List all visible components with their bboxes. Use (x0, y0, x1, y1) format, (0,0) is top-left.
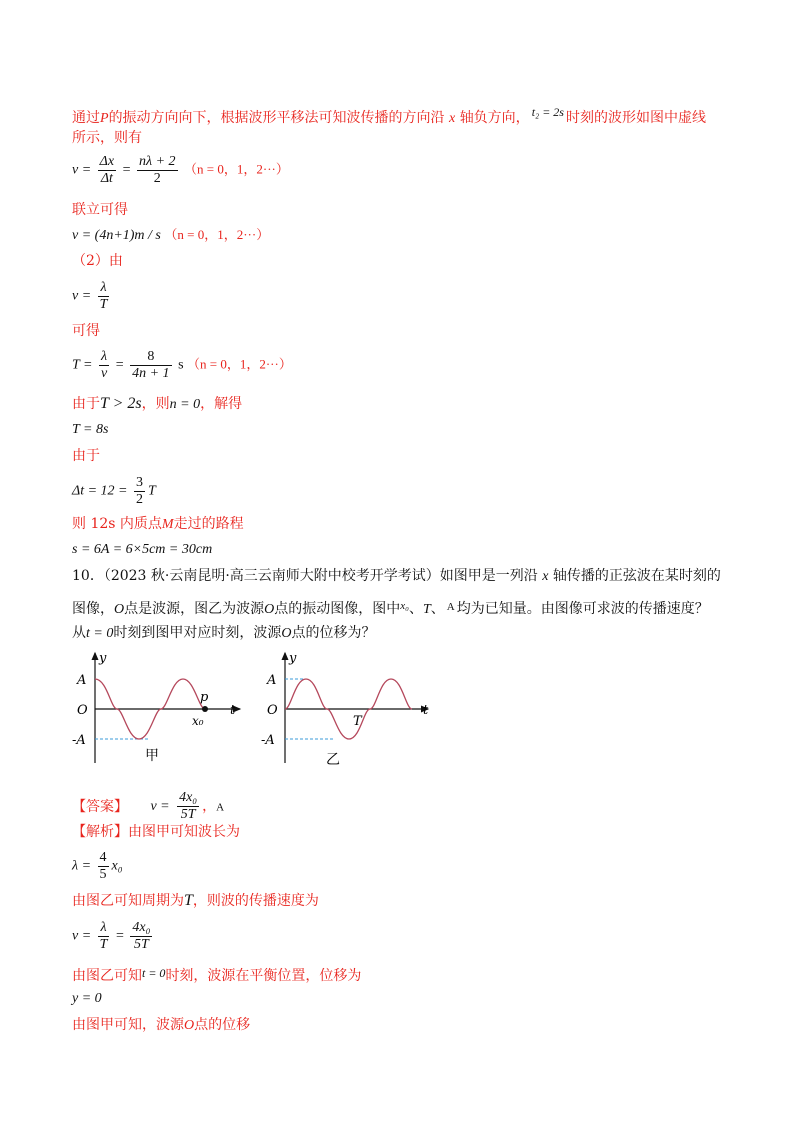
symbol-O: O (281, 626, 292, 641)
question-10-line-3 (72, 624, 375, 643)
eq-lhs: v = (72, 162, 92, 178)
symbol: n = 0 (169, 397, 201, 412)
label-y: y (289, 651, 297, 666)
equation-3 (72, 280, 112, 313)
text: 点的位移 (194, 1017, 251, 1033)
num: 4 (99, 850, 107, 865)
num: 4x₀ (179, 790, 198, 805)
symbol-x0: x₀ (400, 600, 409, 612)
separator: ， (202, 798, 217, 815)
label-negA: -A (261, 733, 275, 748)
caption-jia: 甲 (145, 748, 159, 764)
fraction (137, 154, 178, 187)
equation-8 (72, 850, 123, 883)
condition: （n = 0，1，2···） (187, 356, 292, 372)
symbol-T: T (422, 602, 431, 617)
answer-label: 【答案】 (72, 798, 128, 815)
num: 3 (136, 475, 144, 490)
symbol-A: A (446, 601, 455, 613)
den: Δt (100, 171, 113, 186)
text: ，解得 (200, 396, 243, 412)
text: 可得 (72, 323, 100, 339)
num: Δx (99, 154, 115, 169)
text-line-since1 (72, 395, 242, 414)
fraction (130, 349, 171, 382)
equation-10 (72, 990, 102, 1008)
label-p: p (200, 690, 209, 705)
text: 通过 (72, 110, 100, 126)
text: 时刻到图甲对应时刻，波源 (113, 625, 282, 641)
den: 2 (153, 171, 161, 186)
symbol-A: A (216, 801, 225, 814)
text: 联立可得 (72, 202, 128, 218)
eq: = (115, 928, 124, 944)
equation-9 (72, 920, 155, 953)
text: 由图甲可知，波源 (72, 1017, 184, 1033)
label-t: t (230, 703, 236, 718)
symbol-t2: t₂ = 2s (531, 105, 564, 119)
num: λ (98, 280, 110, 297)
den: T (99, 297, 108, 312)
figure-yi (260, 648, 440, 768)
text-line-joint (72, 201, 128, 219)
equation-4 (72, 349, 292, 382)
fraction (98, 920, 110, 953)
text: ，则波的传播速度为 (192, 893, 319, 909)
text-line-t0 (72, 964, 361, 985)
label-A: A (267, 673, 277, 688)
unit: s (178, 357, 184, 373)
figure-jia (72, 648, 252, 768)
eq: v = (4n+1)m / s (72, 228, 161, 243)
label-negA: -A (72, 733, 86, 748)
caption-yi: 乙 (326, 752, 340, 768)
den: v (100, 366, 108, 381)
symbol-O: O (264, 602, 275, 617)
label-A: A (77, 673, 87, 688)
text: 由于 (72, 448, 100, 464)
text: 由于 (72, 396, 100, 412)
symbol-T: T (148, 483, 156, 499)
text-line-path (72, 515, 244, 534)
num: λ (99, 349, 109, 366)
text: 由图甲可知波长为 (128, 824, 240, 840)
text: 图像， (72, 601, 114, 617)
symbol-x: x (542, 569, 549, 584)
den: 4n + 1 (132, 366, 170, 381)
text-line-period (72, 892, 319, 910)
analysis-label: 【解析】 (72, 824, 128, 840)
label-x0: x₀ (192, 714, 204, 728)
text: 从 (72, 625, 86, 641)
fraction (134, 475, 145, 508)
text: 轴传播的正弦波在某时刻的 (552, 568, 721, 584)
num: 8 (130, 349, 171, 366)
eq: T = 8s (72, 422, 109, 437)
eq: = (115, 357, 124, 373)
symbol-t0: t = 0 (86, 626, 114, 641)
label-y: y (99, 651, 107, 666)
den: 5T (134, 937, 149, 952)
fraction (98, 154, 116, 187)
symbol-M: M (161, 517, 174, 532)
eq-lhs: v = (72, 928, 92, 944)
text-line-since2 (72, 447, 100, 465)
eq-lhs: v = (150, 798, 170, 814)
text: （2）由 (72, 253, 123, 269)
text: 、 (408, 601, 423, 617)
label-T: T (353, 714, 362, 729)
symbol-O: O (184, 1018, 195, 1033)
text: 由图乙可知 (72, 968, 142, 984)
point-p (202, 706, 208, 712)
equation-2 (72, 226, 269, 245)
eq-lhs: λ = (72, 858, 92, 874)
symbol-x0: x₀ (111, 858, 123, 874)
num: λ (98, 920, 110, 937)
eq-lhs: Δt = 12 = (72, 483, 128, 499)
condition: （n = 0，1，2···） (164, 227, 270, 242)
text: 点的位移为？ (291, 625, 376, 641)
symbol: T > 2s (100, 395, 142, 412)
num: nλ + 2 (139, 154, 176, 169)
eq: s = 6A = 6×5cm = 30cm (72, 542, 213, 557)
eq: y = 0 (72, 991, 102, 1006)
num: 4x₀ (132, 920, 151, 935)
condition: （n = 0，1，2···） (184, 161, 289, 177)
text-line-2 (72, 129, 142, 147)
fraction (98, 850, 109, 883)
label-O: O (77, 703, 88, 718)
text: 走过的路程 (173, 516, 244, 532)
den: 5T (180, 807, 196, 822)
text-line-last (72, 1016, 250, 1035)
eq-lhs: T = (72, 357, 93, 373)
text: 10．（2023 秋·云南昆明·高三云南师大附中校考开学考试）如图甲是一列沿 (72, 568, 538, 584)
equation-1 (72, 154, 289, 187)
fraction (130, 920, 152, 953)
equation-7 (72, 541, 212, 559)
text: 轴负方向， (459, 110, 530, 126)
text: 的振动方向向下，根据波形平移法可知波传播的方向沿 (108, 110, 445, 126)
label-O: O (267, 703, 278, 718)
analysis-line (72, 823, 240, 841)
symbol-x: x (449, 111, 456, 126)
text: ，则 (141, 396, 170, 412)
eq: = (122, 162, 131, 178)
fraction (99, 349, 109, 382)
den: 2 (136, 492, 144, 507)
text-line-part2 (72, 252, 123, 270)
text: 则 12s 内质点 (72, 516, 162, 532)
text: 时刻，波源在平衡位置，位移为 (165, 968, 362, 984)
fraction (177, 790, 199, 823)
text: 由图乙可知周期为 (72, 893, 184, 909)
question-10-line-2 (72, 597, 709, 619)
symbol-t0: t = 0 (142, 966, 166, 980)
text: 所示，则有 (72, 130, 142, 146)
text: 点是波源，图乙为波源 (124, 601, 265, 617)
question-10-line-1 (72, 567, 721, 586)
text: 、 (430, 601, 445, 617)
symbol-T: T (184, 892, 193, 909)
den: T (99, 937, 108, 952)
text: 点的振动图像，图中 (274, 601, 401, 617)
text-line-1 (72, 103, 706, 128)
fraction (98, 280, 110, 313)
symbol-O: O (114, 602, 125, 617)
text: 时刻的波形如图中虚线 (565, 110, 706, 126)
equation-6 (72, 475, 156, 508)
text: 均为已知量。由图像可求波的传播速度？ (456, 601, 709, 617)
symbol-P: P (100, 111, 109, 126)
eq-lhs: v = (72, 288, 92, 304)
answer-line (72, 790, 224, 823)
den: 5 (99, 867, 107, 882)
label-t: t (423, 703, 429, 718)
equation-5 (72, 421, 108, 439)
text-line-keyi (72, 322, 100, 340)
